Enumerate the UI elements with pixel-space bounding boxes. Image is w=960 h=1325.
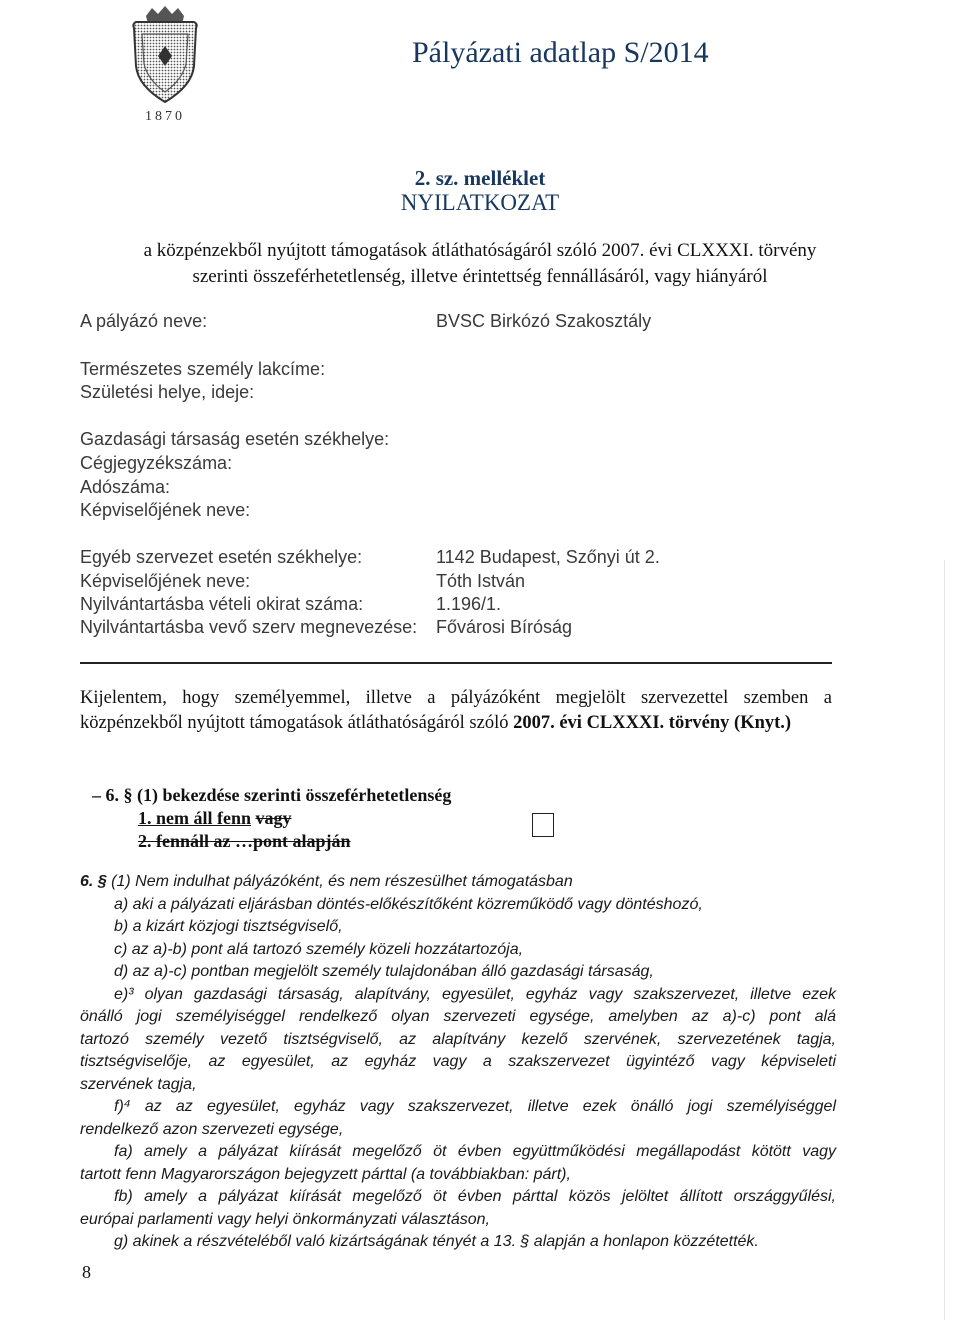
reg-body-value: Fővárosi Bíróság: [436, 617, 573, 637]
reg-body-label: Nyilvántartásba vevő szerv megnevezése:: [80, 617, 418, 637]
section-heading: – 6. § (1) bekezdése szerinti összeférhetetlenség: [92, 785, 452, 805]
option-not-applicable: [138, 808, 292, 829]
crest-year: 1870: [145, 109, 185, 124]
law-point-fa-line-1: fa) amely a pályázat kiírását megelőző öt évben együttműködési megállapodást kötött vagy: [114, 1143, 836, 1160]
law-point-e-line-3: tartozó személy vezető tisztségviselő, az alapítvány kezelő szervének, szervezetének tagja,: [80, 1030, 836, 1048]
law-point-f-line-1: f)⁴ az az egyesület, egyház vagy szakszervezet, illetve ezek önálló jogi személyiséggel: [114, 1098, 836, 1115]
law-section-mark: 6. §: [80, 873, 107, 890]
coat-of-arms-logo: [122, 6, 208, 124]
natural-person-address-label: Természetes személy lakcíme:: [80, 359, 326, 379]
law-point-b: b) a kizárt közjogi tisztségviselő,: [114, 918, 343, 935]
law-point-g: g) akinek a részvételéből való kizártságának tényét a 13. § alapján a honlapon közzétették.: [114, 1233, 759, 1250]
law-point-e-line-1: e)³ olyan gazdasági társaság, alapítvány, egyesület, egyház vagy szakszervezet, illetve ezek: [114, 985, 836, 1003]
company-tax-label: Adószáma:: [80, 477, 171, 497]
scan-edge: [944, 560, 945, 1320]
option-1-label: 1. nem áll fenn: [138, 808, 252, 828]
org-seat-label: Egyéb szervezet esetén székhelye:: [80, 547, 363, 567]
declaration-text: Kijelentem, hogy személyemmel, illetve a pályázóként megjelölt szervezettel szemben a közpénzekből nyújtott támogatások átláthatóságáról szóló: [80, 688, 832, 733]
law-point-a: a) aki a pályázati eljárásban döntés-előkészítőként közreműködő vagy döntéshozó,: [114, 895, 703, 913]
company-seat-label: Gazdasági társaság esetén székhelye:: [80, 429, 390, 449]
law-point-fb-line-1: fb) amely a pályázat kiírását megelőző öt évben párttal közös jelöltet állított országgyűlési,: [114, 1188, 836, 1205]
law-point-d: d) az a)-c) pontban megjelölt személy tulajdonában álló gazdasági társaság,: [114, 963, 654, 980]
law-point-fa-line-2: tartott fenn Magyarországon bejegyzett párttal (a továbbiakban: párt),: [80, 1165, 571, 1183]
org-seat-value: 1142 Budapest, Szőnyi út 2.: [436, 547, 660, 567]
declaration-paragraph: [80, 686, 832, 736]
subtitle-line-2: szerinti összeférhetetlenség, illetve érintettség fennállásáról, vagy hiányáról: [192, 266, 768, 287]
page-number: 8: [82, 1262, 91, 1282]
page-title: Pályázati adatlap S/2014: [412, 36, 709, 69]
law-point-e-line-4: tisztségviselője, az egyesület, az egyház vagy a szakszervezet ügyintéző vagy képviseleti: [80, 1053, 836, 1070]
option-applicable-struck: 2. fennáll az …pont alapján: [138, 831, 351, 851]
section-divider: [80, 662, 832, 664]
law-point-e-line-2: önálló jogi személyiséggel rendelkező olyan szervezeti egysége, amelyben az a)-c) pont alá: [80, 1008, 836, 1025]
company-rep-label: Képviselőjének neve:: [80, 500, 251, 520]
law-heading-text: (1) Nem indulhat pályázóként, és nem részesülhet támogatásban: [111, 873, 573, 890]
law-point-f-line-2: rendelkező azon szervezeti egysége,: [80, 1120, 344, 1138]
declaration-checkbox[interactable]: [532, 813, 554, 837]
reg-doc-label: Nyilvántartásba vételi okirat száma:: [80, 594, 364, 614]
org-rep-label: Képviselőjének neve:: [80, 571, 251, 591]
law-point-c: c) az a)-b) pont alá tartozó személy közeli hozzátartozója,: [114, 940, 524, 958]
reg-doc-value: 1.196/1.: [436, 594, 502, 614]
document-subtitle: [0, 238, 960, 290]
law-reference: 2007. évi CLXXXI. törvény (Knyt.): [513, 713, 792, 733]
annex-number: 2. sz. melléklet: [414, 166, 546, 190]
option-1-struck: vagy: [255, 808, 292, 828]
law-excerpt: [80, 871, 836, 1254]
law-point-e-line-5: szervének tagja,: [80, 1075, 197, 1093]
subtitle-line-1: a közpénzekből nyújtott támogatások átláthatóságáról szóló 2007. évi CLXXXI. törvény: [143, 240, 817, 261]
applicant-name-label: A pályázó neve:: [80, 311, 208, 331]
birth-place-date-label: Születési helye, ideje:: [80, 382, 255, 402]
law-point-fb-line-2: európai parlamenti vagy helyi önkormányzati választáson,: [80, 1210, 490, 1228]
org-rep-value: Tóth István: [436, 571, 526, 591]
law-heading: [80, 871, 836, 894]
annex-title: NYILATKOZAT: [400, 190, 560, 215]
applicant-name-value: BVSC Birkózó Szakosztály: [436, 311, 652, 331]
company-registry-label: Cégjegyzékszáma:: [80, 453, 233, 473]
